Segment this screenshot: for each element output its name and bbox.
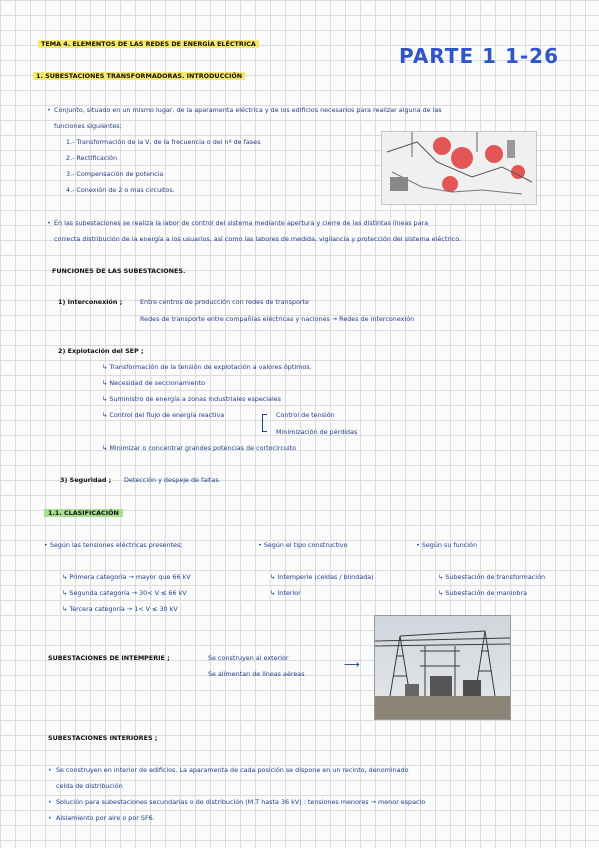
- column-3-item: ↳ Subestación de transformación: [438, 573, 546, 581]
- function-3-label: 3) Seguridad ;: [60, 476, 112, 484]
- column-1-item: ↳ Primera categoría → mayor que 66 kV: [62, 573, 191, 581]
- bullet: •: [47, 106, 51, 114]
- list-item: 4.- Conexión de 2 o mas circuitos.: [66, 186, 175, 194]
- column-3-item: ↳ Subestación de maniobra: [438, 589, 528, 597]
- function-2-subitem: Minimización de pérdidas: [276, 428, 358, 436]
- bullet: •: [47, 219, 51, 227]
- brace: [262, 414, 267, 432]
- intro-line-1: Conjunto, situado en un mismo lugar, de la aparamenta eléctrica y de los edificios necesarios para realizar alguna de las: [54, 106, 442, 114]
- section-title: 1. SUBESTACIONES TRANSFORMADORAS. INTRODUCCIÓN: [33, 72, 245, 81]
- indoor-bullet-1: Se construyen en interior de edificios. La aparamenta de cada posición se dispone en un recinto, denominado: [56, 766, 409, 774]
- column-2-item: ↳ Interior: [270, 589, 301, 597]
- function-2-item: ↳ Necesidad de seccionamiento: [102, 379, 206, 387]
- function-1-line: Redes de transporte entre compañías eléctricas y naciones → Redes de interconexión: [140, 315, 415, 323]
- function-2-item: ↳ Transformación de la tensión de explotación a valores óptimos.: [102, 363, 312, 371]
- function-1-label: 1) Interconexión ;: [58, 298, 123, 306]
- column-2-title: • Según el tipo constructivo: [258, 541, 348, 549]
- column-1-item: ↳ Segunda categoría → 30< V ≤ 66 kV: [62, 589, 187, 597]
- bullet: •: [48, 798, 52, 806]
- function-2-item: ↳ Minimizar o concentrar grandes potencias de cortocircuito: [102, 444, 297, 452]
- list-item: 1.- Transformación de la V, de la frecuencia o del nº de fases: [66, 138, 261, 146]
- indoor-bullet-3: Aislamiento por aire o por SF6.: [56, 814, 155, 822]
- list-item: 3.- Compensación de potencia: [66, 170, 164, 178]
- column-3-title: • Según su función: [416, 541, 478, 549]
- indoor-bullet-2: Solución para subestaciones secundarias o de distribución (M.T hasta 36 kV) : tensiones menores → menor espacio: [56, 798, 426, 806]
- bullet: •: [48, 814, 52, 822]
- indoor-substations-label: SUBESTACIONES INTERIORES ;: [48, 734, 158, 742]
- function-2-label: 2) Explotación del SEP ;: [58, 347, 144, 355]
- intro-line-2: funciones siguientes;: [54, 122, 122, 130]
- function-2-subitem: Control de tensión: [276, 411, 335, 419]
- outdoor-line: Se construyen al exterior: [208, 654, 289, 662]
- function-2-item: ↳ Control del flujo de energía reactiva: [102, 411, 225, 419]
- classification-heading: 1.1. CLASIFICACIÓN: [44, 509, 123, 518]
- list-item: 2.- Rectificación: [66, 154, 118, 162]
- column-1-title: • Según las tensiones eléctricas presentes;: [44, 541, 183, 549]
- function-3-text: Detección y despeje de faltas.: [124, 476, 221, 484]
- outdoor-substation-photo: [374, 615, 511, 720]
- outdoor-substations-label: SUBESTACIONES DE INTEMPERIE ;: [48, 654, 170, 662]
- paragraph-line-1: En las subestaciones se realiza la labor de control del sistema mediante apertura y cierre de las distintas líneas para: [54, 219, 429, 227]
- bullet: •: [48, 766, 52, 774]
- arrow-icon: ⟶: [344, 658, 360, 671]
- indoor-bullet-1-cont: celda de distribución: [56, 782, 123, 790]
- topic-title: TEMA 4. ELEMENTOS DE LAS REDES DE ENERGÍA ELÉCTRICA: [38, 40, 259, 49]
- function-1-line: Entre centros de producción con redes de transporte: [140, 298, 309, 306]
- column-2-item: ↳ Intemperie (celdas / blindada): [270, 573, 374, 581]
- functions-heading: FUNCIONES DE LAS SUBESTACIONES.: [52, 267, 186, 275]
- substation-diagram-image: [381, 131, 537, 205]
- function-2-item: ↳ Suministro de energía a zonas industriales especiales: [102, 395, 282, 403]
- outdoor-line: Se alimentan de líneas aéreas: [208, 670, 305, 678]
- part-title: PARTE 1 1-26: [399, 44, 559, 68]
- column-1-item: ↳ Tercera categoría → 1< V ≤ 30 kV: [62, 605, 178, 613]
- paragraph-line-2: correcta distribución de la energía a los usuarios, así como las labores de medida, vigilancia y protección del sistema eléctrico.: [54, 235, 462, 243]
